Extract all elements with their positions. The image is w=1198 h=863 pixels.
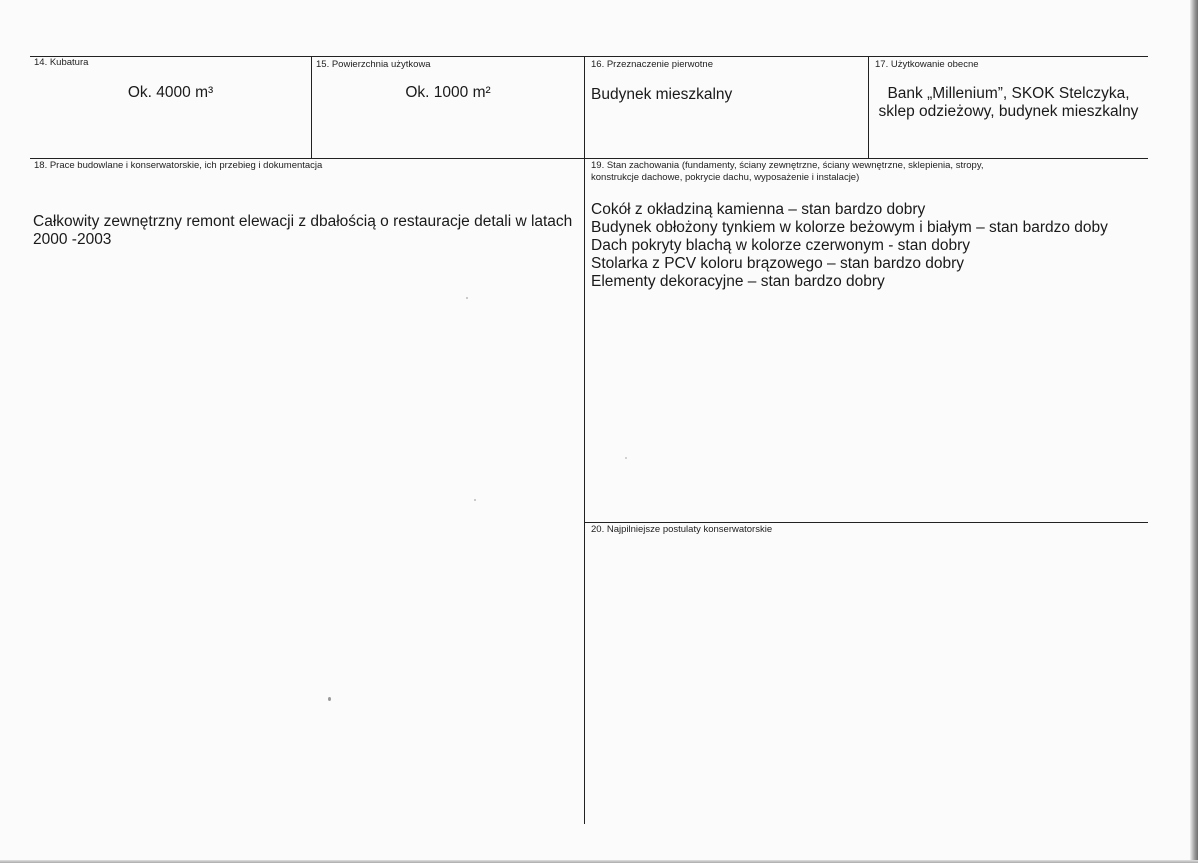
field-18-value-line: 2000 -2003 xyxy=(33,231,112,248)
condition-item: Cokół z okładziną kamienna – stan bardzo dobry xyxy=(591,201,926,218)
field-17-value-line: Bank „Millenium”, SKOK Stelczyka, xyxy=(887,85,1130,102)
field-17-value-line: sklep odzieżowy, budynek mieszkalny xyxy=(878,103,1139,120)
field-20-top-line xyxy=(584,522,1148,523)
field-19-value xyxy=(591,201,1108,291)
field-14-value: Ok. 4000 m³ xyxy=(127,84,214,101)
scan-speck xyxy=(474,499,476,501)
condition-item: Budynek obłożony tynkiem w kolorze beżowym i białym – stan bardzo doby xyxy=(591,219,1108,236)
divider-15-16 xyxy=(584,56,585,158)
field-18-label: 18. Prace budowlane i konserwatorskie, ich przebieg i dokumentacja xyxy=(34,160,323,171)
condition-item: Elementy dekoracyjne – stan bardzo dobry xyxy=(591,273,885,290)
scan-speck xyxy=(466,297,468,299)
scan-edge-shadow xyxy=(1190,0,1198,863)
scan-speck xyxy=(328,697,331,701)
field-16-label: 16. Przeznaczenie pierwotne xyxy=(591,59,713,70)
field-19-label-line: 19. Stan zachowania (fundamenty, ściany zewnętrzne, ściany wewnętrzne, sklepienia, stropy, xyxy=(591,160,984,171)
field-19-label-line: konstrukcje dachowe, pokrycie dachu, wyposażenie i instalacje) xyxy=(591,172,860,183)
condition-item: Dach pokryty blachą w kolorze czerwonym - stan dobry xyxy=(591,237,971,254)
field-14-label: 14. Kubatura xyxy=(34,57,89,68)
field-18-value-line: Całkowity zewnętrzny remont elewacji z dbałością o restauracje detali w latach xyxy=(33,213,573,230)
field-17-value xyxy=(869,85,1148,121)
field-15-label: 15. Powierzchnia użytkowa xyxy=(316,59,431,70)
field-19-label xyxy=(591,160,984,184)
condition-item: Stolarka z PCV koloru brązowego – stan bardzo dobry xyxy=(591,255,965,272)
field-15-value: Ok. 1000 m² xyxy=(405,84,491,101)
field-17-label: 17. Użytkowanie obecne xyxy=(875,59,979,70)
divider-14-15 xyxy=(311,56,312,158)
field-16-value: Budynek mieszkalny xyxy=(591,86,733,103)
row-divider-line xyxy=(30,158,1148,159)
divider-18-19 xyxy=(584,158,585,824)
scan-speck xyxy=(625,457,627,459)
top-border-line xyxy=(30,56,1148,57)
field-20-label: 20. Najpilniejsze postulaty konserwatorskie xyxy=(591,524,773,535)
field-18-value xyxy=(33,213,572,249)
